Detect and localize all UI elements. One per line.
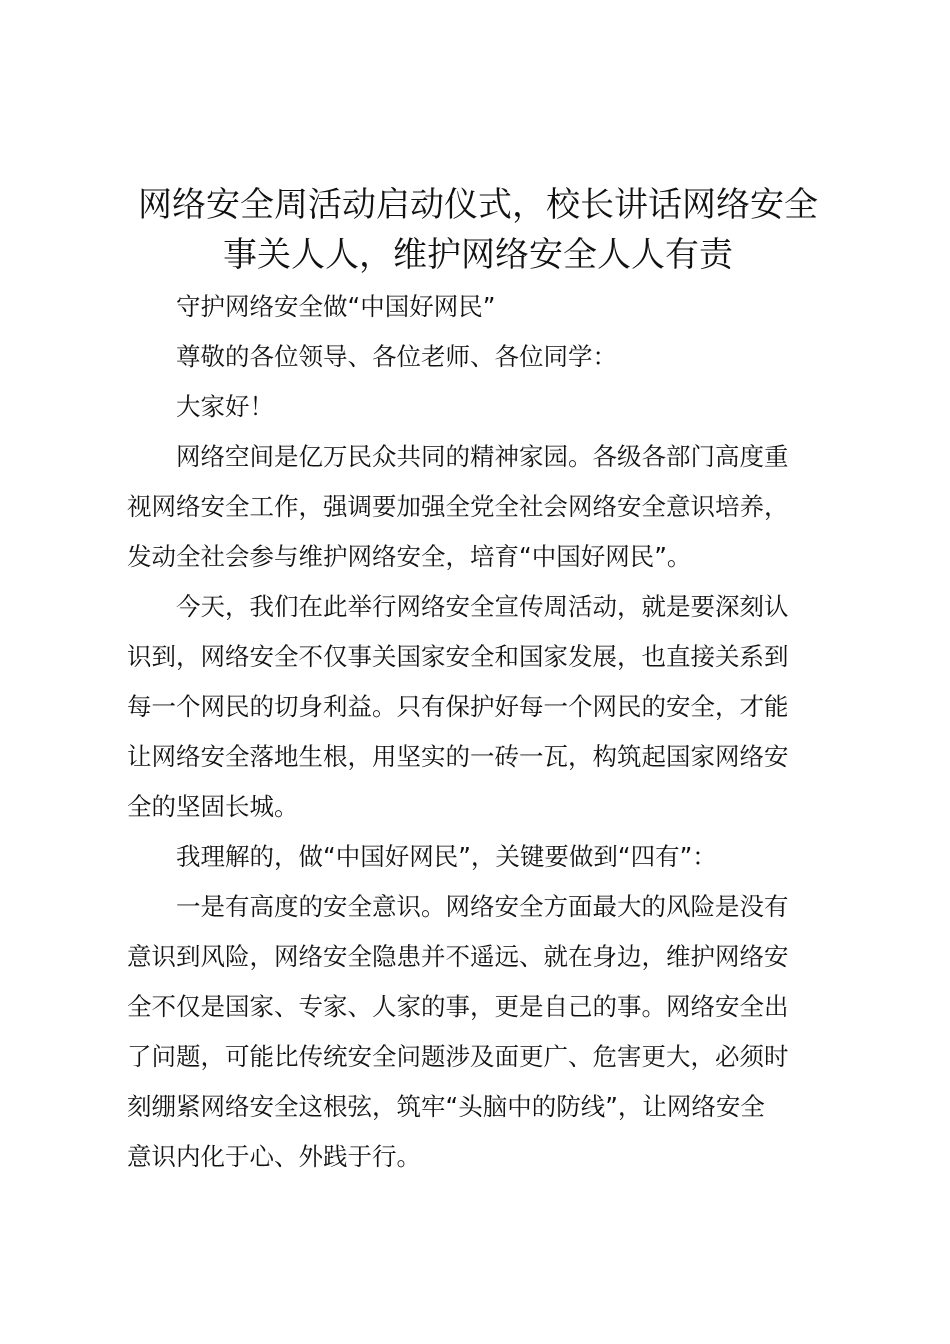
text-line: 守护网络安全做“中国好网民” — [176, 292, 496, 321]
document-body — [127, 282, 831, 1182]
text-line: 视网络安全工作，强调要加强全党全社会网络安全意识培养， — [127, 492, 789, 521]
title-line: 事关人人，维护网络安全人人有责 — [223, 235, 733, 275]
text-line: 刻绷紧网络安全这根弦，筑牢“头脑中的防线”，让网络安全 — [127, 1092, 765, 1121]
text-line: 意识内化于心、外践于行。 — [127, 1142, 421, 1171]
paragraph — [127, 432, 831, 582]
text-line: 全不仅是国家、专家、人家的事，更是自己的事。网络安全出 — [127, 992, 789, 1021]
text-line: 让网络安全落地生根，用坚实的一砖一瓦，构筑起国家网络安 — [127, 742, 789, 771]
paragraph-greeting — [127, 382, 831, 432]
text-line: 识到，网络安全不仅事关国家安全和国家发展，也直接关系到 — [127, 642, 789, 671]
paragraph-salutation — [127, 332, 831, 382]
text-line: 全的坚固长城。 — [127, 792, 299, 821]
text-line: 网络空间是亿万民众共同的精神家园。各级各部门高度重 — [176, 442, 789, 471]
paragraph — [127, 882, 831, 1182]
text-line: 今天，我们在此举行网络安全宣传周活动，就是要深刻认 — [176, 592, 789, 621]
text-line: 大家好！ — [176, 392, 274, 421]
paragraph — [127, 832, 831, 882]
text-line: 每一个网民的切身利益。只有保护好每一个网民的安全，才能 — [127, 692, 789, 721]
paragraph-subtitle — [127, 282, 831, 332]
text-line: 意识到风险，网络安全隐患并不遥远、就在身边，维护网络安 — [127, 942, 789, 971]
paragraph — [127, 582, 831, 832]
text-line: 我理解的，做“中国好网民”，关键要做到“四有”： — [176, 842, 717, 871]
document-title — [120, 180, 836, 280]
text-line: 了问题，可能比传统安全问题涉及面更广、危害更大，必须时 — [127, 1042, 789, 1071]
text-line: 发动全社会参与维护网络安全，培育“中国好网民”。 — [127, 542, 692, 571]
text-line: 一是有高度的安全意识。网络安全方面最大的风险是没有 — [176, 892, 789, 921]
text-line: 尊敬的各位领导、各位老师、各位同学： — [176, 342, 617, 371]
title-line: 网络安全周活动启动仪式，校长讲话网络安全 — [138, 185, 818, 225]
